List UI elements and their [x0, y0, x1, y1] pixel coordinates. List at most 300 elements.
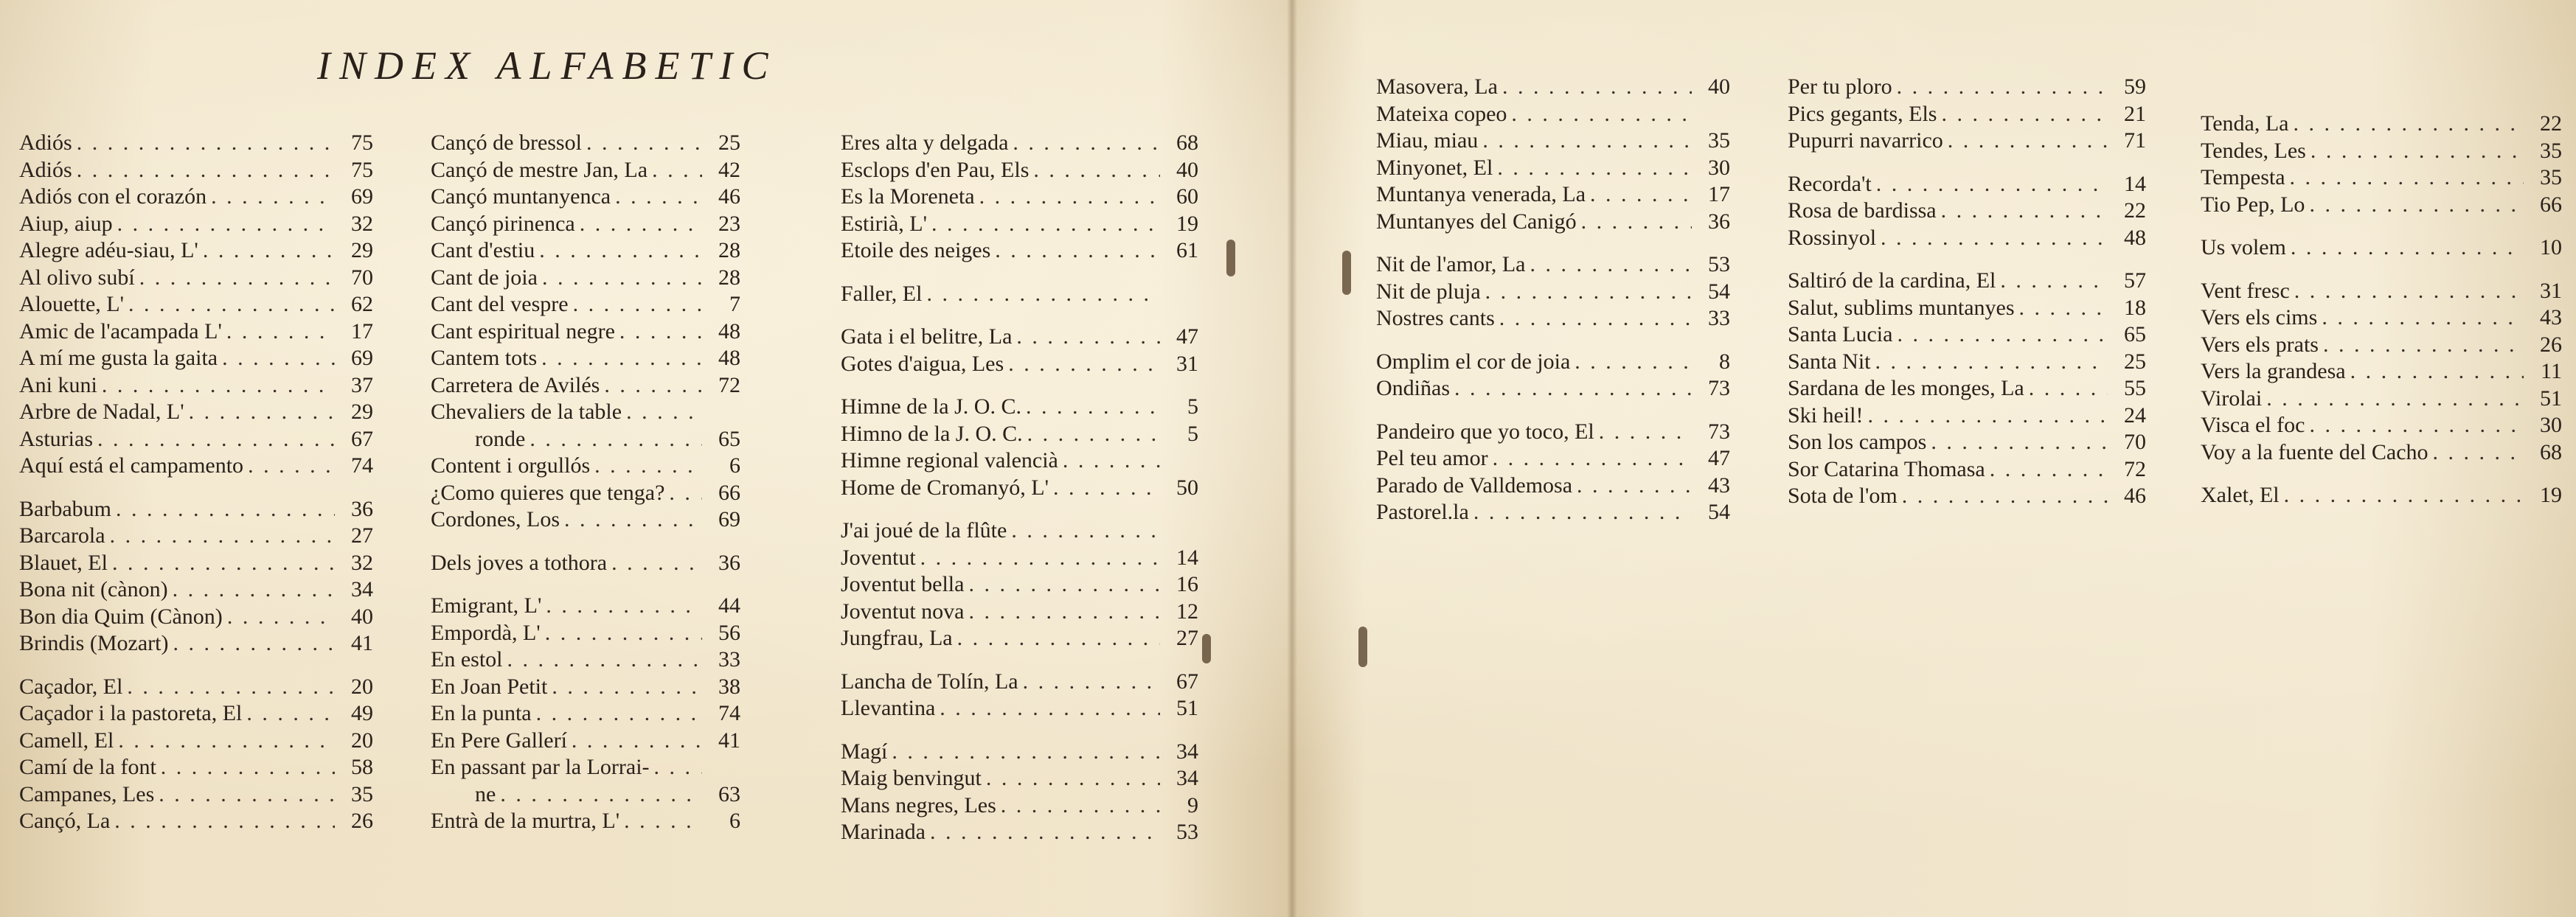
leader-dots — [624, 808, 702, 835]
leader-dots — [1875, 349, 2108, 376]
entry-title: Barcarola — [19, 523, 105, 548]
entry-title: Aiup, aiup — [19, 211, 113, 236]
entry-page-number: 53 — [1176, 820, 1198, 844]
entry-title: Etoile des neiges — [841, 238, 991, 262]
entry-title: Emigrant, L' — [431, 593, 542, 618]
entry-title: ¿Como quieres que tenga? — [431, 480, 665, 505]
leader-dots — [2029, 375, 2108, 402]
index-entry — [1376, 181, 1730, 209]
entry-title: Himne regional valencià — [841, 448, 1058, 473]
leader-dots — [619, 318, 702, 346]
entry-title: Eres alta y delgada — [841, 130, 1009, 155]
index-entry — [19, 130, 373, 157]
entry-title: Voy a la fuente del Cacho — [2201, 439, 2429, 464]
index-entry — [2201, 111, 2562, 138]
entry-title: A mí me gusta la gaita — [19, 346, 218, 370]
entry-title: Ondiñas — [1376, 376, 1450, 400]
index-entry — [2201, 234, 2562, 262]
index-entry — [2201, 278, 2562, 305]
index-entry — [431, 506, 740, 534]
entry-page-number: 63 — [718, 781, 740, 806]
entry-page-number: 28 — [718, 265, 740, 290]
leader-dots — [968, 599, 1160, 626]
leader-dots — [161, 754, 335, 781]
leader-dots — [594, 453, 702, 480]
index-entry — [1788, 171, 2146, 198]
entry-title: Nit de l'amor, La — [1376, 252, 1526, 276]
entry-page-number: 24 — [2124, 402, 2146, 428]
leader-dots — [1063, 447, 1160, 475]
entry-title: Joventut nova — [841, 599, 965, 624]
leader-dots — [586, 130, 702, 157]
entry-page-number: 46 — [718, 184, 740, 209]
entry-title: Himne de la J. O. C. — [841, 394, 1021, 419]
index-entry — [841, 394, 1198, 421]
leader-dots — [2294, 111, 2524, 138]
index-entry — [1376, 101, 1730, 128]
leader-dots — [173, 630, 335, 658]
entry-page-number: 8 — [1719, 349, 1730, 374]
index-entry — [1788, 101, 2146, 128]
entry-title: Visca el foc — [2201, 413, 2305, 437]
entry-page-number: 19 — [2540, 483, 2562, 507]
leader-dots — [118, 728, 335, 755]
leader-dots — [117, 211, 335, 238]
entry-title: Xalet, El — [2201, 483, 2280, 507]
index-entry — [841, 792, 1198, 820]
index-entry — [2201, 304, 2562, 332]
leader-dots — [611, 550, 702, 577]
leader-dots — [248, 453, 335, 480]
entry-title: Joventut — [841, 545, 916, 570]
entry-title: Camell, El — [19, 728, 114, 753]
entry-title: Dels joves a tothora — [431, 550, 608, 575]
entry-page-number: 35 — [1708, 128, 1730, 153]
entry-title: Omplim el cor de joia — [1376, 349, 1571, 374]
entry-title: Barbabum — [19, 496, 111, 521]
entry-title: Minyonet, El — [1376, 155, 1493, 180]
entry-page-number: 70 — [351, 265, 373, 290]
leader-dots — [114, 808, 335, 835]
leader-dots — [1482, 128, 1692, 155]
index-entry — [1376, 74, 1730, 101]
index-entry — [431, 291, 740, 318]
entry-title: Faller, El — [841, 281, 923, 306]
leader-dots — [1990, 456, 2108, 484]
index-entry — [2201, 332, 2562, 359]
leader-dots — [2309, 192, 2524, 219]
leader-dots — [1027, 421, 1160, 448]
entry-page-number: 50 — [1176, 475, 1198, 500]
entry-title: Pastorel.la — [1376, 500, 1469, 524]
entry-page-number: 72 — [718, 372, 740, 397]
entry-page-number: 74 — [718, 701, 740, 725]
index-entry — [2201, 386, 2562, 413]
entry-title: Arbre de Nadal, L' — [19, 400, 184, 424]
entry-title: Ani kuni — [19, 372, 97, 397]
index-entry — [841, 211, 1198, 238]
entry-page-number: 54 — [1708, 279, 1730, 304]
entry-page-number: 54 — [1708, 500, 1730, 524]
index-entry — [841, 324, 1198, 351]
index-entry — [841, 281, 1198, 308]
entry-title: Estirià, L' — [841, 211, 928, 236]
index-entry — [19, 604, 373, 631]
leader-dots — [2000, 268, 2108, 295]
index-column-6 — [2201, 74, 2562, 509]
entry-page-number: 17 — [1708, 182, 1730, 206]
entry-title: Himno de la J. O. C. — [841, 421, 1023, 446]
entry-title: Magí — [841, 739, 888, 764]
entry-page-number: 42 — [718, 157, 740, 182]
leader-dots — [77, 157, 335, 184]
entry-page-number: 58 — [351, 755, 373, 779]
entry-title: Per tu ploro — [1788, 74, 1892, 99]
leader-dots — [542, 265, 702, 292]
index-entry — [19, 345, 373, 372]
entry-title: Gotes d'aigua, Les — [841, 351, 1004, 376]
staple-hole — [1202, 634, 1211, 663]
index-entry — [841, 184, 1198, 211]
entry-title: Sardana de les monges, La — [1788, 376, 2024, 400]
leader-dots — [2284, 482, 2524, 509]
entry-title: Cançó, La — [19, 809, 111, 833]
leader-dots — [222, 345, 335, 372]
index-entry — [1788, 456, 2146, 484]
entry-page-number: 10 — [2540, 235, 2562, 259]
entry-page-number: 75 — [351, 130, 373, 155]
index-entry — [431, 700, 740, 728]
index-entry — [1788, 483, 2146, 510]
index-entry — [431, 265, 740, 292]
entry-title: Camí de la font — [19, 755, 156, 779]
leader-dots — [539, 237, 702, 265]
entry-page-number: 27 — [351, 523, 373, 548]
leader-dots — [1026, 394, 1160, 421]
leader-dots — [926, 281, 1160, 308]
entry-page-number: 5 — [1187, 421, 1198, 446]
leader-dots — [541, 345, 702, 372]
entry-title: Cançó muntanyenca — [431, 184, 611, 209]
entry-page-number: 36 — [351, 496, 373, 521]
entry-title: Virolai — [2201, 386, 2263, 411]
index-entry — [19, 630, 373, 658]
entry-page-number: 71 — [2124, 128, 2146, 153]
leader-dots — [1493, 445, 1692, 473]
leader-dots — [2291, 234, 2524, 262]
index-entry — [431, 372, 740, 400]
entry-page-number: 49 — [351, 701, 373, 725]
entry-page-number: 35 — [2540, 165, 2562, 189]
entry-page-number: 38 — [718, 674, 740, 699]
index-entry — [19, 728, 373, 755]
entry-title: Son los campos — [1788, 430, 1927, 454]
entry-page-number: 16 — [1176, 572, 1198, 596]
staple-hole — [1226, 240, 1235, 276]
entry-page-number: 32 — [351, 211, 373, 236]
leader-dots — [892, 739, 1160, 766]
entry-title: Amic de l'acampada L' — [19, 318, 222, 344]
entry-title: Bona nit (cànon) — [19, 577, 168, 602]
index-entry — [431, 646, 740, 674]
index-entry — [841, 571, 1198, 599]
entry-title: Pupurri navarrico — [1788, 128, 1943, 153]
index-entry — [431, 674, 740, 701]
index-entry — [2201, 138, 2562, 165]
entry-page-number: 28 — [718, 238, 740, 262]
index-entry — [19, 550, 373, 577]
leader-dots — [1497, 155, 1692, 182]
index-entry — [841, 545, 1198, 572]
leader-dots — [1011, 517, 1160, 545]
entry-page-number: 29 — [351, 400, 373, 424]
index-entry — [431, 480, 740, 507]
index-entry — [19, 184, 373, 211]
leader-dots — [1881, 225, 2108, 252]
entry-page-number: 43 — [2540, 305, 2562, 330]
entry-page-number: 14 — [1176, 545, 1198, 570]
leader-dots — [2309, 412, 2524, 439]
entry-page-number: 51 — [1176, 696, 1198, 720]
leader-dots — [500, 781, 702, 809]
entry-title: Content i orgullós — [431, 453, 591, 478]
index-entry — [19, 318, 373, 346]
leader-dots — [116, 496, 335, 523]
entry-title: Cant espiritual negre — [431, 318, 615, 344]
entry-title: Saltiró de la cardina, El — [1788, 268, 1996, 293]
entry-page-number: 65 — [2124, 322, 2146, 346]
entry-page-number: 69 — [351, 184, 373, 209]
entry-page-number: 66 — [718, 480, 740, 505]
leader-dots — [128, 291, 335, 318]
entry-page-number: 48 — [2124, 225, 2146, 250]
leader-dots — [1599, 419, 1692, 446]
index-entry — [431, 345, 740, 372]
index-entry — [431, 399, 740, 426]
index-entry — [841, 475, 1198, 502]
staple-hole — [1358, 627, 1367, 667]
entry-title: Cançó de bressol — [431, 130, 582, 155]
index-entry — [841, 351, 1198, 378]
leader-dots — [604, 372, 702, 400]
entry-title: Llevantina — [841, 696, 936, 720]
entry-page-number: 20 — [351, 728, 373, 753]
entry-page-number: 19 — [1176, 211, 1198, 236]
entry-title: Adiós — [19, 130, 72, 155]
entry-title: Recorda't — [1788, 171, 1872, 196]
leader-dots — [1530, 251, 1692, 279]
entry-page-number: 69 — [351, 346, 373, 370]
leader-dots — [97, 426, 335, 453]
entry-page-number: 17 — [351, 318, 373, 344]
entry-page-number: 11 — [2541, 359, 2562, 383]
entry-title: Pel teu amor — [1376, 446, 1488, 470]
entry-page-number: 40 — [351, 604, 373, 629]
entry-page-number: 57 — [2124, 268, 2146, 293]
entry-title: Nit de pluja — [1376, 279, 1481, 304]
entry-page-number: 34 — [351, 577, 373, 602]
index-entry — [19, 265, 373, 292]
leader-dots — [203, 237, 335, 265]
entry-page-number: 73 — [1708, 376, 1730, 400]
entry-page-number: 34 — [1176, 739, 1198, 764]
entry-title: Parado de Valldemosa — [1376, 473, 1573, 498]
entry-page-number: 33 — [718, 647, 740, 672]
leader-dots — [1581, 209, 1692, 236]
entry-title: Empordà, L' — [431, 620, 541, 645]
leader-dots — [1897, 321, 2108, 349]
entry-page-number: 56 — [718, 620, 740, 645]
leader-dots — [159, 781, 335, 809]
leader-dots — [1016, 324, 1160, 351]
entry-title: Cant d'estiu — [431, 238, 535, 262]
entry-page-number: 25 — [2124, 349, 2146, 374]
leader-dots — [1013, 130, 1160, 157]
entry-title: Asturias — [19, 426, 93, 451]
leader-dots — [246, 700, 335, 728]
entry-title: Entrà de la murtra, L' — [431, 809, 620, 833]
entry-page-number: 69 — [718, 507, 740, 531]
index-entry — [1788, 402, 2146, 430]
leader-dots — [1033, 157, 1160, 184]
index-entry — [1788, 225, 2146, 252]
leader-dots — [545, 620, 702, 647]
entry-page-number: 29 — [351, 238, 373, 262]
index-entry — [1788, 128, 2146, 155]
index-column-3 — [841, 130, 1198, 846]
index-column-2 — [431, 130, 740, 835]
index-entry — [1788, 268, 2146, 295]
entry-page-number: 65 — [718, 426, 740, 451]
index-entry — [19, 576, 373, 604]
index-entry — [1376, 375, 1730, 402]
staple-hole — [1342, 251, 1351, 295]
entry-title: En Joan Petit — [431, 674, 548, 699]
index-entry — [1788, 295, 2146, 322]
index-entry — [431, 754, 740, 781]
leader-dots — [546, 593, 702, 620]
entry-title: Salut, sublims muntanyes — [1788, 295, 2015, 320]
entry-page-number: 6 — [729, 453, 740, 478]
index-entry — [841, 130, 1198, 157]
index-entry — [2201, 482, 2562, 509]
entry-title: Vers els prats — [2201, 332, 2319, 357]
index-entry — [1788, 429, 2146, 456]
entry-page-number: 47 — [1176, 324, 1198, 349]
entry-page-number: 72 — [2124, 456, 2146, 481]
entry-title: Muntanyes del Canigó — [1376, 209, 1577, 234]
index-column-4 — [1376, 74, 1730, 526]
leader-dots — [957, 625, 1160, 652]
index-entry — [1788, 198, 2146, 225]
index-entry — [431, 318, 740, 346]
entry-page-number: 66 — [2540, 192, 2562, 217]
entry-title: En passant par la Lorrai- — [431, 755, 650, 779]
entry-title: Tendes, Les — [2201, 138, 2306, 163]
entry-title: Caçador, El — [19, 674, 123, 699]
leader-dots — [1485, 279, 1692, 306]
index-entry — [1376, 419, 1730, 446]
index-entry — [19, 781, 373, 809]
index-entry — [19, 808, 373, 835]
leader-dots — [2311, 138, 2524, 165]
leader-dots — [1499, 305, 1692, 332]
entry-page-number: 33 — [1708, 306, 1730, 330]
entry-title: Home de Cromanyó, L' — [841, 475, 1049, 500]
entry-title: Vent fresc — [2201, 278, 2290, 303]
entry-page-number: 40 — [1176, 157, 1198, 182]
index-entry — [841, 237, 1198, 265]
index-entry — [841, 695, 1198, 722]
leader-dots — [2322, 304, 2524, 332]
entry-page-number: 41 — [351, 631, 373, 655]
index-entry — [841, 819, 1198, 846]
index-entry — [19, 291, 373, 318]
entry-page-number: 36 — [1708, 209, 1730, 234]
leader-dots — [669, 480, 702, 507]
entry-page-number: 51 — [2540, 386, 2562, 411]
leader-dots — [573, 291, 702, 318]
entry-title: Mans negres, Les — [841, 792, 996, 817]
entry-page-number: 53 — [1708, 252, 1730, 276]
entry-title: Aquí está el campamento — [19, 453, 244, 478]
leader-dots — [930, 819, 1160, 846]
entry-title: ne — [475, 781, 496, 806]
index-entry — [431, 184, 740, 211]
entry-title: Mateixa copeo — [1376, 101, 1507, 126]
entry-title: Rosa de bardissa — [1788, 198, 1937, 223]
entry-title: Brindis (Mozart) — [19, 631, 169, 655]
leader-dots — [995, 237, 1160, 265]
index-entry — [1376, 155, 1730, 182]
leader-dots — [1868, 402, 2108, 430]
index-entry — [841, 739, 1198, 766]
index-entry — [431, 593, 740, 620]
index-entry — [2201, 192, 2562, 219]
leader-dots — [931, 211, 1160, 238]
index-entry — [2201, 412, 2562, 439]
index-entry — [19, 157, 373, 184]
leader-dots — [1590, 181, 1692, 209]
leader-dots — [552, 674, 702, 701]
entry-title: Vers els cims — [2201, 305, 2318, 330]
leader-dots — [2323, 332, 2524, 359]
index-entry — [19, 426, 373, 453]
leader-dots — [1053, 475, 1160, 502]
entry-title: Gata i el belitre, La — [841, 324, 1013, 349]
entry-title: Joventut bella — [841, 572, 965, 596]
index-entry — [1376, 445, 1730, 473]
leader-dots — [968, 571, 1160, 599]
entry-page-number: 70 — [2124, 430, 2146, 454]
index-entry — [1376, 209, 1730, 236]
entry-title: Caçador i la pastoreta, El — [19, 701, 243, 725]
entry-page-number: 41 — [718, 728, 740, 753]
index-entry — [431, 728, 740, 755]
entry-title: Cantem tots — [431, 346, 538, 370]
index-entry — [19, 523, 373, 550]
index-entry — [431, 237, 740, 265]
leader-dots — [226, 318, 335, 346]
entry-title: Marinada — [841, 820, 926, 844]
entry-title: En estol — [431, 647, 503, 672]
leader-dots — [1023, 669, 1160, 696]
entry-page-number: 35 — [351, 781, 373, 806]
leader-dots — [530, 426, 702, 453]
leader-dots — [139, 265, 335, 292]
entry-page-number: 46 — [2124, 484, 2146, 508]
leader-dots — [580, 211, 702, 238]
